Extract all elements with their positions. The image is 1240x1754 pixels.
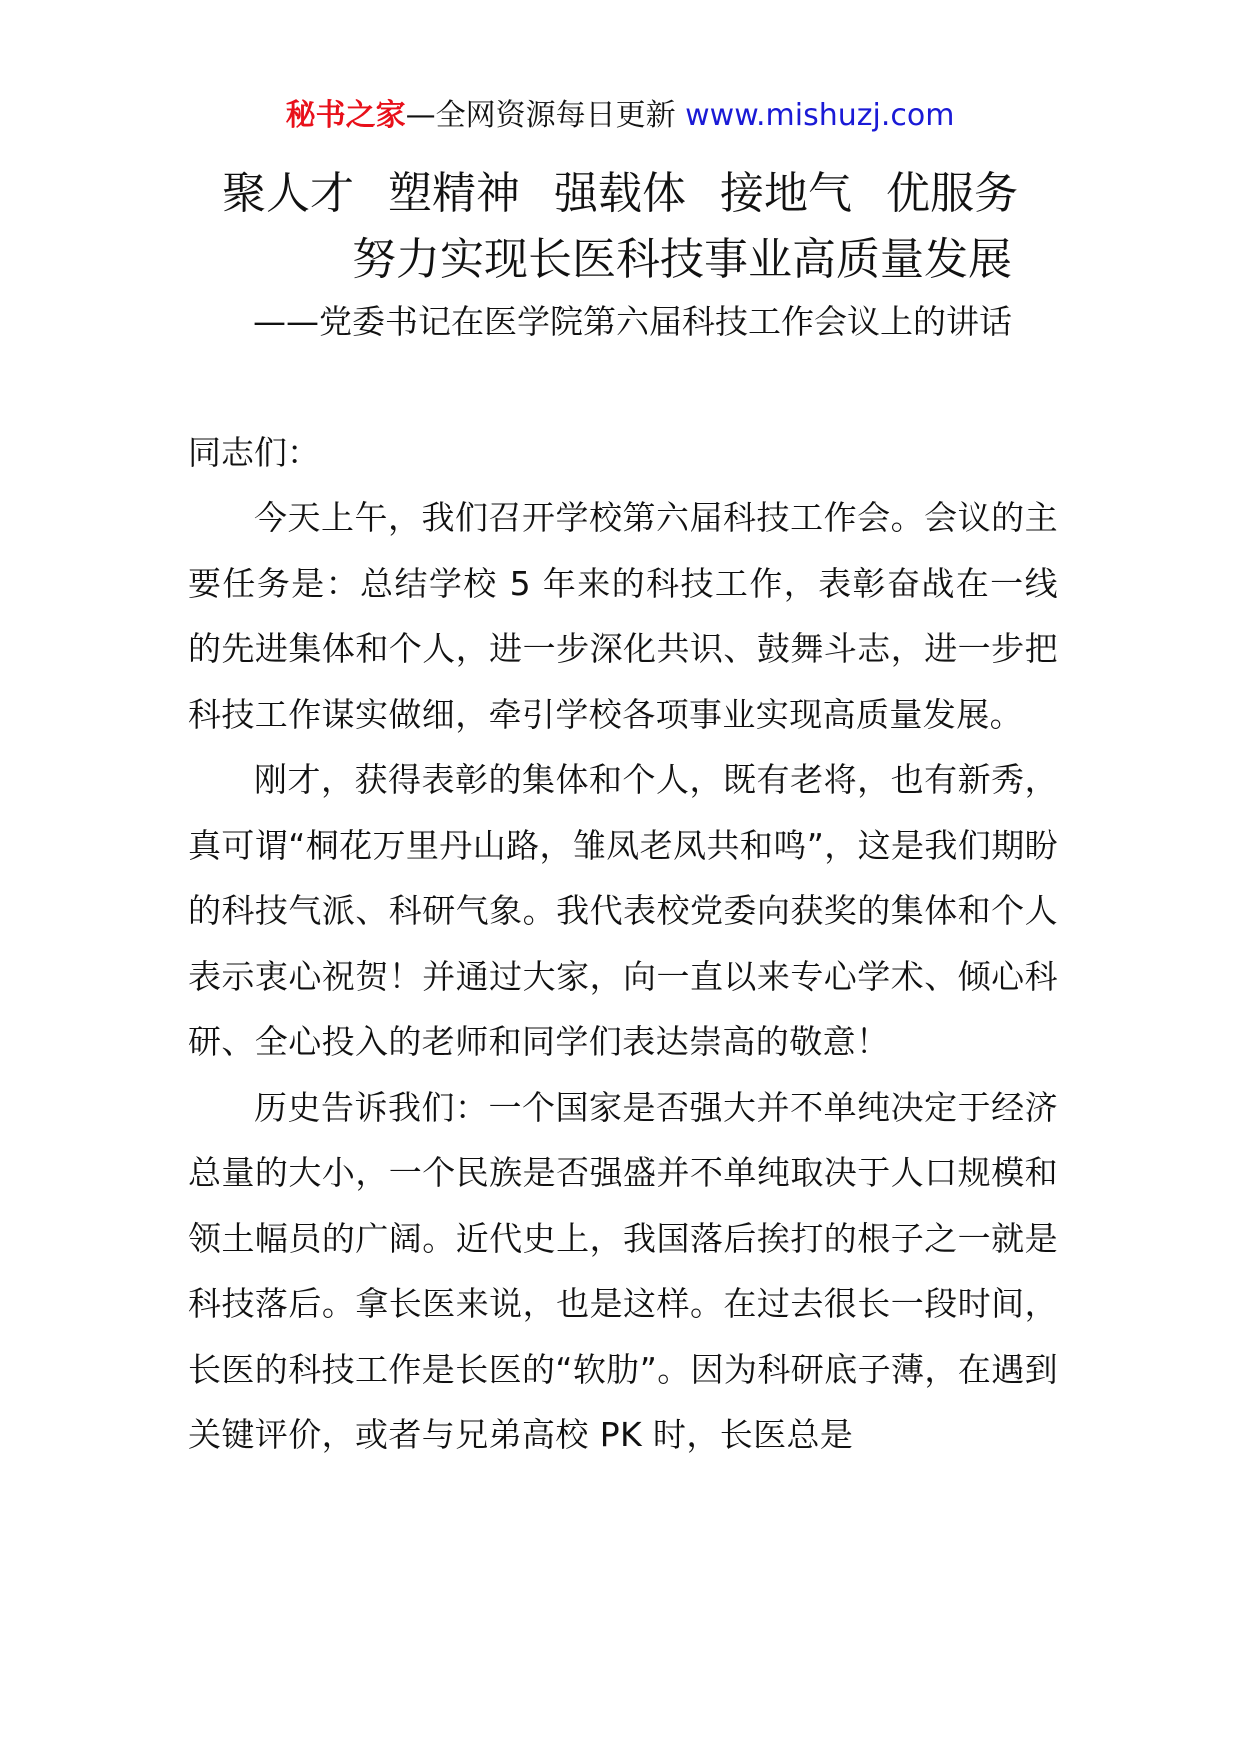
speech-body xyxy=(188,485,1058,1468)
paragraph: 历史告诉我们：一个国家是否强大并不单纯决定于经济总量的大小，一个民族是否强盛并不单纯取决于人口规模和领土幅员的广阔。近代史上，我国落后挨打的根子之一就是科技落后。拿长医来说，也是这样。在过去很长一段时间，长医的科技工作是长医的“软肋”。因为科研底子薄，在遇到关键评价，或者与兄弟高校 PK 时，长医总是 xyxy=(188,1087,1058,1454)
greeting: 同志们： xyxy=(188,433,320,472)
title-segment: 塑精神 xyxy=(388,168,520,219)
paragraph: 刚才，获得表彰的集体和个人，既有老将，也有新秀，真可谓“桐花万里丹山路，雏凤老凤共和鸣”，这是我们期盼的科技气派、科研气象。我代表校党委向获奖的集体和个人表示衷心祝贺！并通过大家，向一直以来专心学术、倾心科研、全心投入的老师和同学们表达崇高的敬意！ xyxy=(188,760,1058,1061)
document-title-line1 xyxy=(0,166,1240,222)
site-url-link[interactable]: www.mishuzj.com xyxy=(685,98,955,133)
title-segment: 强载体 xyxy=(554,168,686,219)
paragraph: 今天上午，我们召开学校第六届科技工作会。会议的主要任务是：总结学校 5 年来的科技工作，表彰奋战在一线的先进集体和个人，进一步深化共识、鼓舞斗志，进一步把科技工作谋实做细，牵引学校各项事业实现高质量发展。 xyxy=(188,498,1058,734)
site-brand: 秘书之家 xyxy=(285,98,406,133)
title-segment: 接地气 xyxy=(720,168,852,219)
site-header xyxy=(0,96,1240,136)
title-segment: 优服务 xyxy=(886,168,1018,219)
title-segment: 聚人才 xyxy=(222,168,354,219)
site-slogan: —全网资源每日更新 xyxy=(405,98,686,133)
document-subtitle: ——党委书记在医学院第六届科技工作会议上的讲话 xyxy=(253,302,1012,341)
document-title-line2: 努力实现长医科技事业高质量发展 xyxy=(352,234,1012,285)
